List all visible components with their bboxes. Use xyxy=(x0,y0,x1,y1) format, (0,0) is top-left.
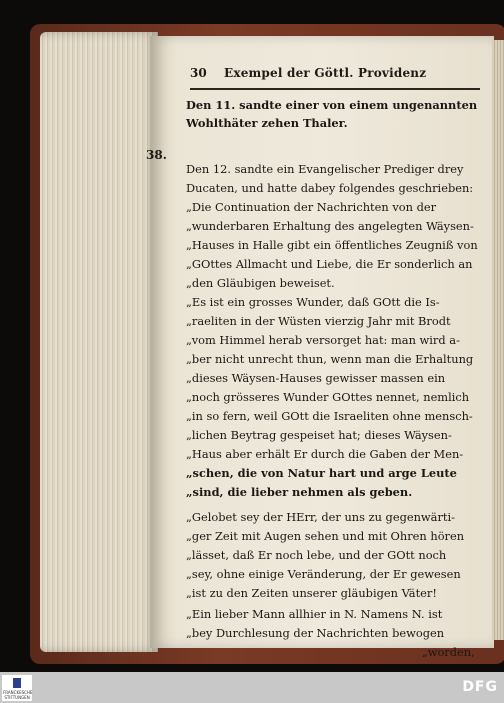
text-line: „vom Himmel herab versorget hat: man wird a- xyxy=(186,333,460,347)
text-line: „noch grösseres Wunder GOttes nennet, nemlich xyxy=(186,390,470,404)
text-line: „bey Durchlesung der Nachrichten bewogen xyxy=(186,626,445,640)
text-line: „Die Continuation der Nachrichten von der xyxy=(186,200,437,214)
text-line: „in so fern, weil GOtt die Israeliten ohne mensch- xyxy=(186,409,473,423)
text-line: „raeliten in der Wüsten vierzig Jahr mit Brodt xyxy=(186,314,451,328)
text-line: „ber nicht unrecht thun, wenn man die Erhaltung xyxy=(186,352,474,366)
text-line: „ger Zeit mit Augen sehen und mit Ohren hören xyxy=(186,529,465,543)
dfg-logo[interactable]: DFG xyxy=(462,679,498,695)
text-line: „lichen Beytrag gespeiset hat; dieses Wäysen- xyxy=(186,428,452,442)
text-line: Ducaten, und hatte dabey folgendes geschrieben: xyxy=(186,181,474,195)
text-line: „schen, die von Natur hart und arge Leute xyxy=(186,466,457,480)
text-line: „wunderbaren Erhaltung des angelegten Wäysen- xyxy=(186,219,474,233)
text-line: „ist zu den Zeiten unserer gläubigen Väter! xyxy=(186,586,437,600)
logo-text: FRANCKESCHE STIFTUNGEN xyxy=(3,690,33,700)
page-header xyxy=(190,66,486,86)
page-number: 30 xyxy=(190,66,207,80)
header-rule xyxy=(190,88,480,90)
section-number: 38. xyxy=(146,148,167,162)
institution-logo[interactable] xyxy=(2,675,32,701)
text-line: „Haus aber erhält Er durch die Gaben der Men- xyxy=(186,447,464,461)
viewer-footer-bar xyxy=(0,672,504,703)
text-line: „Hauses in Halle gibt ein öffentliches Zeugniß von xyxy=(186,238,478,252)
catchword: „worden, xyxy=(422,645,475,659)
page-edges-right xyxy=(492,40,504,640)
text-line: Den 12. sandte ein Evangelischer Prediger drey xyxy=(186,162,464,176)
page-edges-left xyxy=(40,32,158,652)
text-line: „GOttes Allmacht und Liebe, die Er sonderlich an xyxy=(186,257,473,271)
text-line: „sind, die lieber nehmen als geben. xyxy=(186,485,413,499)
text-line: „Gelobet sey der HErr, der uns zu gegenwärti- xyxy=(186,510,455,524)
text-line: „Ein lieber Mann allhier in N. Namens N. ist xyxy=(186,607,443,621)
text-line: „lässet, daß Er noch lebe, und der GOtt noch xyxy=(186,548,447,562)
running-title: Exempel der Göttl. Providenz xyxy=(224,66,427,80)
text-line: Wohlthäter zehen Thaler. xyxy=(186,116,348,130)
logo-mark-icon xyxy=(13,678,21,688)
text-line: „dieses Wäysen-Hauses gewisser massen ein xyxy=(186,371,446,385)
text-line: „sey, ohne einige Veränderung, der Er gewesen xyxy=(186,567,461,581)
text-line: Den 11. sandte einer von einem ungenannten xyxy=(186,98,478,112)
text-line: „den Gläubigen beweiset. xyxy=(186,276,335,290)
text-line: „Es ist ein grosses Wunder, daß GOtt die Is- xyxy=(186,295,440,309)
